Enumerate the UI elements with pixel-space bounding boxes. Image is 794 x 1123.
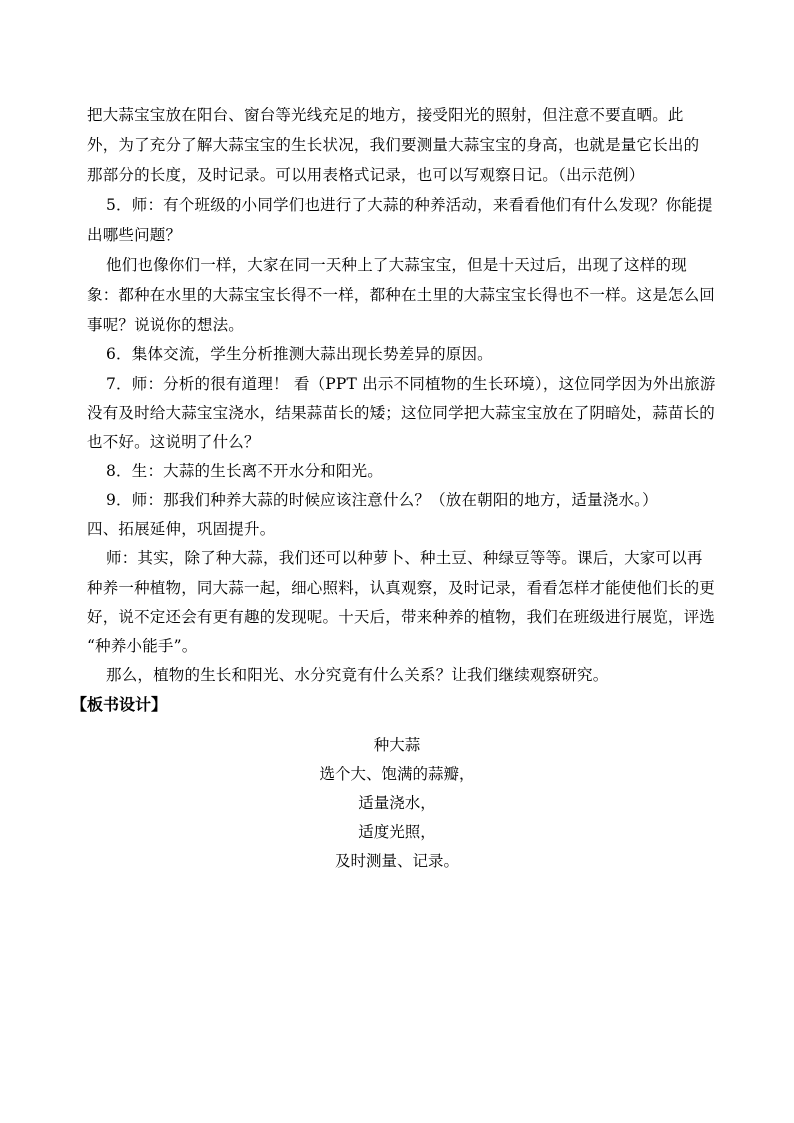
section-4-heading: 四、拓展延伸，巩固提升。: [87, 520, 276, 538]
item-7-line-1: 7．师：分析的很有道理！ 看（PPT 出示不同植物的生长环境），这位同学因为外出旅游: [106, 375, 716, 393]
paragraph-5b-line-1: 他们也像你们一样，大家在同一天种上了大蒜宝宝，但是十天过后，出现了这样的现: [106, 256, 687, 274]
board-line-4: 及时测量、记录。: [334, 852, 459, 870]
board-line-2: 适量浇水，: [358, 794, 436, 812]
paragraph-10-line-2: 种养一种植物，同大蒜一起，细心照料，认真观察，及时记录，看看怎样才能使他们长的更: [87, 579, 716, 597]
item-7-line-2: 没有及时给大蒜宝宝浇水，结果蒜苗长的矮；这位同学把大蒜宝宝放在了阴暗处，蒜苗长的: [87, 404, 716, 422]
item-9: 9．师：那我们种养大蒜的时候应该注意什么？（放在朝阳的地方，适量浇水。）: [106, 491, 658, 509]
board-line-3: 适度光照，: [358, 823, 436, 841]
item-8: 8．生：大蒜的生长离不开水分和阳光。: [106, 462, 383, 480]
board-line-1: 选个大、饱满的蒜瓣，: [319, 765, 475, 783]
board-title: 种大蒜: [373, 736, 421, 754]
paragraph-1-line-1: 把大蒜宝宝放在阳台、窗台等光线充足的地方，接受阳光的照射，但注意不要直晒。此: [87, 106, 684, 124]
paragraph-1-line-2: 外，为了充分了解大蒜宝宝的生长状况，我们要测量大蒜宝宝的身高，也就是量它长出的: [87, 136, 700, 154]
paragraph-11: 那么，植物的生长和阳光、水分究竟有什么关系？让我们继续观察研究。: [106, 666, 609, 684]
paragraph-10-line-1: 师：其实，除了种大蒜，我们还可以种萝卜、种土豆、种绿豆等等。课后，大家可以再: [106, 549, 703, 567]
item-5-line-1: 5．师：有个班级的小同学们也进行了大蒜的种养活动，来看看他们有什么发现？你能提: [106, 196, 713, 214]
paragraph-5b-line-3: 事呢？说说你的想法。: [87, 316, 245, 334]
paragraph-10-line-3: 好，说不定还会有更有趣的发现呢。十天后，带来种养的植物，我们在班级进行展览，评选: [87, 608, 716, 626]
item-7-line-3: 也不好。这说明了什么？: [87, 433, 260, 451]
paragraph-1-line-3: 那部分的长度，及时记录。可以用表格式记录，也可以写观察日记。（出示范例）: [87, 166, 645, 184]
paragraph-5b-line-2: 象：都种在水里的大蒜宝宝长得不一样，都种在土里的大蒜宝宝长得也不一样。这是怎么回: [87, 286, 716, 304]
paragraph-10-line-4: “种养小能手”。: [87, 637, 198, 655]
item-5-line-2: 出哪些问题？: [87, 226, 182, 244]
board-design-heading: 【板书设计】: [71, 695, 168, 714]
item-6: 6．集体交流，学生分析推测大蒜出现长势差异的原因。: [106, 345, 493, 363]
